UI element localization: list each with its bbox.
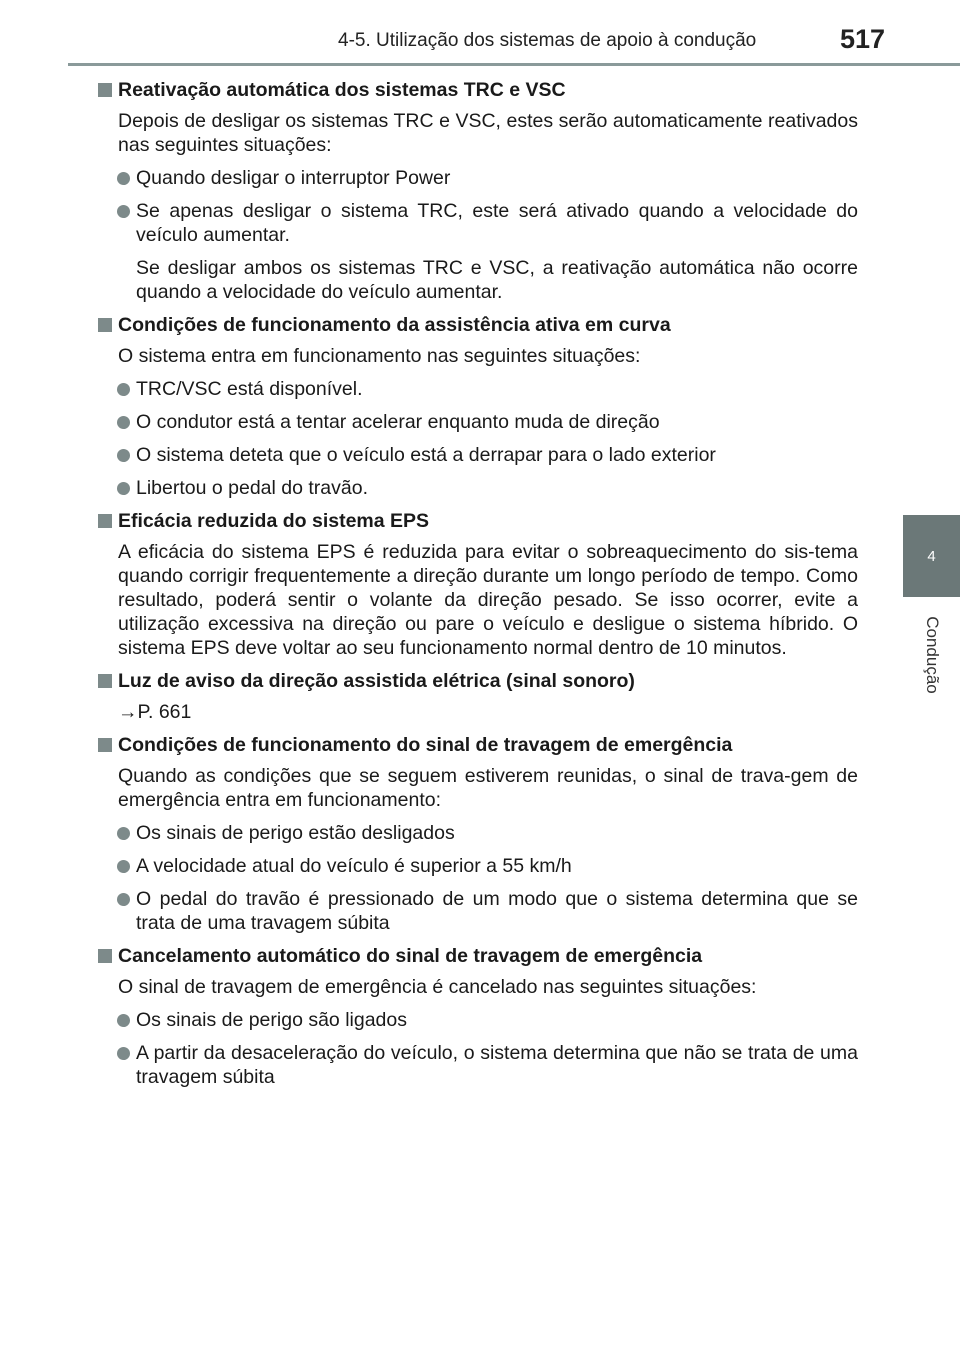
list-item	[96, 1041, 858, 1089]
square-bullet-icon	[98, 318, 112, 332]
list-item-text: O pedal do travão é pressionado de um modo que o sistema determina que se trata de uma travagem súbita	[136, 888, 858, 934]
section-heading	[96, 669, 858, 693]
list-item-text: Se apenas desligar o sistema TRC, este será ativado quando a velocidade do veículo aumentar.	[136, 200, 858, 246]
header-title: 4-5. Utilização dos sistemas de apoio à condução	[338, 30, 757, 51]
section-paragraph: Depois de desligar os sistemas TRC e VSC, estes serão automaticamente reativados nas seguintes situações:	[118, 110, 858, 156]
list-item	[96, 476, 858, 500]
list-item-text: O sistema deteta que o veículo está a derrapar para o lado exterior	[136, 444, 716, 466]
section-eps-warning-light	[96, 669, 858, 724]
section-heading	[96, 944, 858, 968]
list-item-text: TRC/VSC está disponível.	[136, 378, 363, 400]
section-emergency-brake-cancel	[96, 944, 858, 1089]
section-emergency-brake-signal	[96, 733, 858, 935]
list-item-text: Os sinais de perigo são ligados	[136, 1009, 407, 1031]
section-heading-text: Cancelamento automático do sinal de travagem de emergência	[118, 945, 703, 967]
square-bullet-icon	[98, 949, 112, 963]
list-item-note: Se desligar ambos os sistemas TRC e VSC, a reativação automática não ocorre quando a velocidade do veículo aumentar.	[136, 257, 858, 303]
square-bullet-icon	[98, 83, 112, 97]
chapter-label-text: Condução	[922, 616, 942, 694]
circle-bullet-icon	[117, 893, 130, 906]
square-bullet-icon	[98, 674, 112, 688]
chapter-number: 4	[927, 547, 936, 565]
section-paragraph: O sinal de travagem de emergência é cancelado nas seguintes situações:	[118, 976, 757, 998]
header-divider	[68, 63, 960, 66]
list-item	[96, 887, 858, 935]
section-active-cornering-assist	[96, 313, 858, 500]
section-eps-reduced	[96, 509, 858, 660]
section-heading-text: Reativação automática dos sistemas TRC e VSC	[118, 79, 566, 101]
list-item-text: Os sinais de perigo estão desligados	[136, 822, 455, 844]
section-paragraph: Quando as condições que se seguem estiverem reunidas, o sinal de trava-gem de emergência entra em funcionamento:	[118, 765, 858, 811]
list-item	[96, 1008, 858, 1032]
circle-bullet-icon	[117, 205, 130, 218]
page-number: 517	[840, 24, 886, 54]
chapter-label	[903, 600, 960, 710]
list-item	[96, 410, 858, 434]
section-heading	[96, 313, 858, 337]
square-bullet-icon	[98, 738, 112, 752]
section-heading	[96, 733, 858, 757]
circle-bullet-icon	[117, 172, 130, 185]
main-content	[96, 78, 858, 1098]
list-item-text: A velocidade atual do veículo é superior a 55 km/h	[136, 855, 572, 877]
circle-bullet-icon	[117, 449, 130, 462]
section-heading	[96, 78, 858, 102]
section-heading-text: Luz de aviso da direção assistida elétrica (sinal sonoro)	[118, 670, 635, 692]
list-item-text: A partir da desaceleração do veículo, o sistema determina que não se trata de uma travagem súbita	[136, 1042, 858, 1088]
list-item	[96, 854, 858, 878]
list-item	[96, 166, 858, 190]
page-reference-link[interactable]: →P. 661	[118, 701, 192, 723]
list-item	[96, 199, 858, 247]
list-item	[96, 443, 858, 467]
section-paragraph: A eficácia do sistema EPS é reduzida para evitar o sobreaquecimento do sis-tema quando corrigir frequentemente a direção durante um longo período de tempo. Como resultado, poderá sentir o volante da direção pesado. Se isso ocorrer, evite a utilização excessiva na direção ou pare o veículo e desligue o sistema híbrido. O sistema EPS deve voltar ao seu funcionamento normal dentro de 10 minutos.	[118, 541, 858, 659]
circle-bullet-icon	[117, 1014, 130, 1027]
circle-bullet-icon	[117, 383, 130, 396]
section-heading-text: Condições de funcionamento do sinal de travagem de emergência	[118, 734, 733, 756]
list-item-text: O condutor está a tentar acelerar enquanto muda de direção	[136, 411, 660, 433]
square-bullet-icon	[98, 514, 112, 528]
circle-bullet-icon	[117, 860, 130, 873]
list-item	[96, 377, 858, 401]
section-trc-vsc-reactivation	[96, 78, 858, 304]
section-heading-text: Condições de funcionamento da assistência ativa em curva	[118, 314, 671, 336]
section-heading	[96, 509, 858, 533]
circle-bullet-icon	[117, 482, 130, 495]
section-paragraph: O sistema entra em funcionamento nas seguintes situações:	[118, 345, 641, 367]
section-heading-text: Eficácia reduzida do sistema EPS	[118, 510, 430, 532]
circle-bullet-icon	[117, 827, 130, 840]
list-item-text: Quando desligar o interruptor Power	[136, 167, 451, 189]
list-item-text: Libertou o pedal do travão.	[136, 477, 369, 499]
list-item	[96, 821, 858, 845]
chapter-tab[interactable]	[903, 515, 960, 597]
circle-bullet-icon	[117, 416, 130, 429]
circle-bullet-icon	[117, 1047, 130, 1060]
